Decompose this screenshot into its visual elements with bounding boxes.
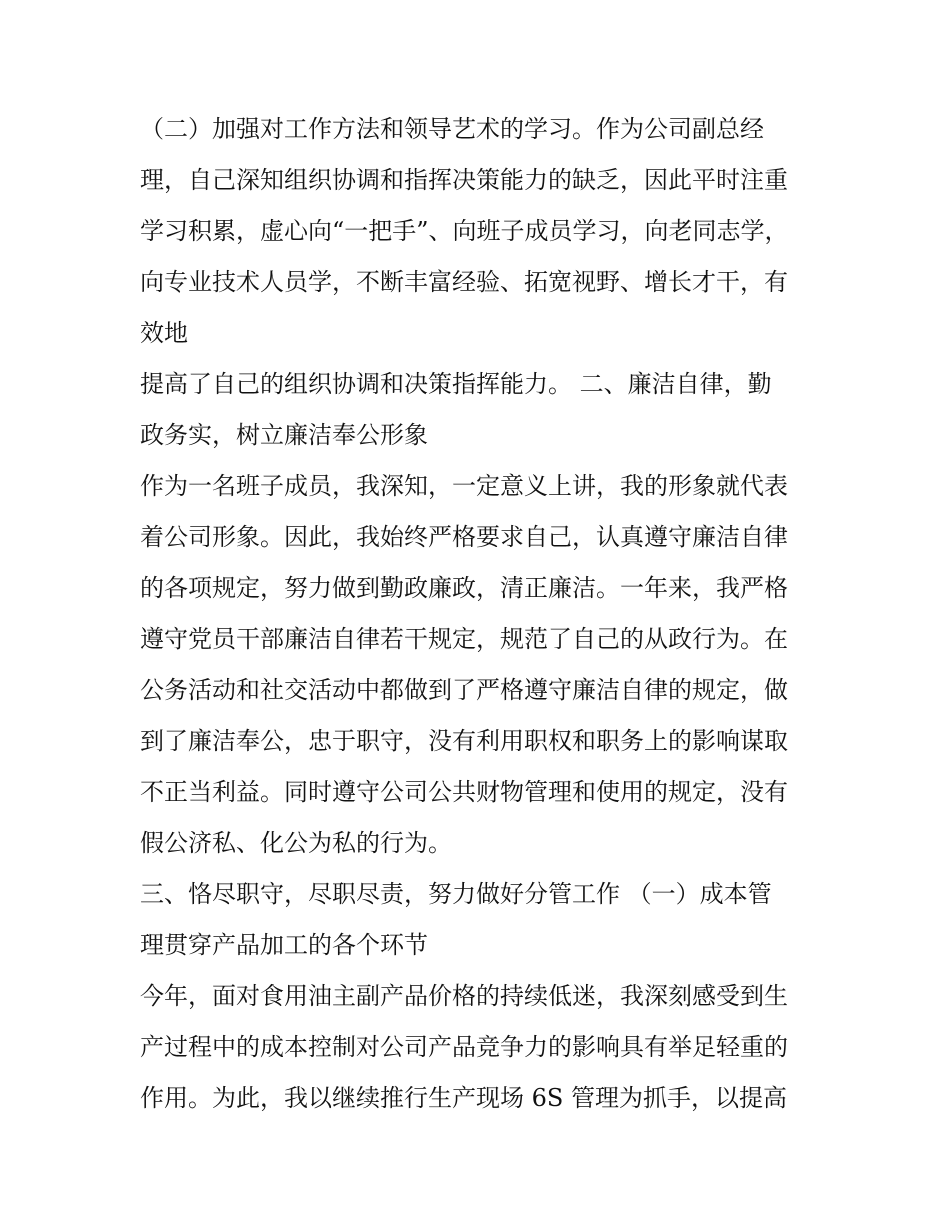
document-body — [140, 104, 820, 1124]
text-line-11: 遵守党员干部廉洁自律若干规定，规范了自己的从政行为。在 — [140, 625, 788, 653]
text-line-7: 政务实，树立廉洁奉公形象 — [140, 421, 428, 449]
text-line-5: 效地 — [140, 319, 188, 347]
text-line-19: 产过程中的成本控制对公司产品竞争力的影响具有举足轻重的 — [140, 1033, 788, 1061]
text-line-1: （二）加强对工作方法和领导艺术的学习。作为公司副总经 — [140, 115, 764, 143]
text-line-15: 假公济私、化公为私的行为。 — [140, 829, 452, 857]
text-line-10: 的各项规定，努力做到勤政廉政，清正廉洁。一年来，我严格 — [140, 574, 788, 602]
text-line-17: 理贯穿产品加工的各个环节 — [140, 931, 428, 959]
text-line-13: 到了廉洁奉公，忠于职守，没有利用职权和职务上的影响谋取 — [140, 727, 788, 755]
text-line-9: 着公司形象。因此，我始终严格要求自己，认真遵守廉洁自律 — [140, 523, 788, 551]
text-line-14: 不正当利益。同时遵守公司公共财物管理和使用的规定，没有 — [140, 778, 788, 806]
text-line-4: 向专业技术人员学，不断丰富经验、拓宽视野、增长才干，有 — [140, 268, 788, 296]
text-line-8: 作为一名班子成员，我深知，一定意义上讲，我的形象就代表 — [140, 472, 788, 500]
text-line-6: 提高了自己的组织协调和决策指挥能力。 二、廉洁自律，勤 — [140, 370, 772, 398]
text-line-16: 三、恪尽职守，尽职尽责，努力做好分管工作 （一）成本管 — [140, 880, 772, 908]
text-line-20: 作用。为此，我以继续推行生产现场 6S 管理为抓手，以提高 — [140, 1084, 787, 1112]
text-line-12: 公务活动和社交活动中都做到了严格遵守廉洁自律的规定，做 — [140, 676, 788, 704]
text-line-2: 理，自己深知组织协调和指挥决策能力的缺乏，因此平时注重 — [140, 166, 788, 194]
text-line-18: 今年，面对食用油主副产品价格的持续低迷，我深刻感受到生 — [140, 982, 788, 1010]
text-line-3: 学习积累，虚心向“一把手”、向班子成员学习，向老同志学， — [140, 217, 789, 245]
